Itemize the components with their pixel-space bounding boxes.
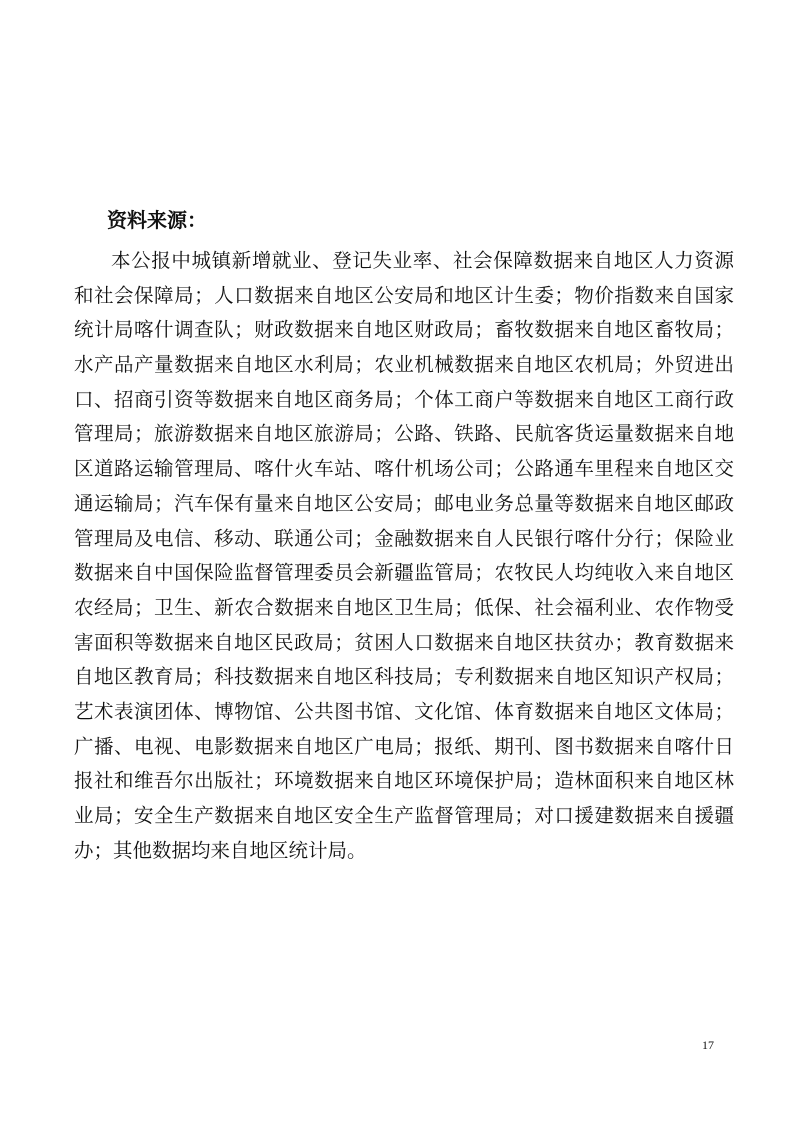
data-sources-paragraph <box>74 244 734 868</box>
paragraph-line: 自地区教育局；科技数据来自地区科技局；专利数据来自地区知识产权局； <box>74 665 734 689</box>
paragraph-line: 业局；安全生产数据来自地区安全生产监督管理局；对口援建数据来自援疆 <box>74 804 734 827</box>
paragraph-line: 统计局喀什调查队；财政数据来自地区财政局；畜牧数据来自地区畜牧局； <box>74 318 734 342</box>
paragraph-line: 区道路运输管理局、喀什火车站、喀什机场公司；公路通车里程来自地区交 <box>74 457 734 481</box>
paragraph-line: 管理局；旅游数据来自地区旅游局；公路、铁路、民航客货运量数据来自地 <box>74 422 734 446</box>
paragraph-line: 艺术表演团体、博物馆、公共图书馆、文化馆、体育数据来自地区文体局； <box>74 699 734 723</box>
paragraph-line: 报社和维吾尔出版社；环境数据来自地区环境保护局；造林面积来自地区林 <box>74 769 734 793</box>
paragraph-line: 口、招商引资等数据来自地区商务局；个体工商户等数据来自地区工商行政 <box>74 387 734 411</box>
paragraph-line: 本公报中城镇新增就业、登记失业率、社会保障数据来自地区人力资源 <box>111 249 734 272</box>
paragraph-line: 和社会保障局；人口数据来自地区公安局和地区计生委；物价指数来自国家 <box>74 283 734 307</box>
paragraph-line: 办；其他数据均来自地区统计局。 <box>74 838 367 862</box>
paragraph-line: 数据来自中国保险监督管理委员会新疆监管局；农牧民人均纯收入来自地区 <box>74 561 734 585</box>
paragraph-line: 农经局；卫生、新农合数据来自地区卫生局；低保、社会福利业、农作物受 <box>74 595 734 619</box>
paragraph-line: 广播、电视、电影数据来自地区广电局；报纸、期刊、图书数据来自喀什日 <box>74 734 734 758</box>
paragraph-line: 水产品产量数据来自地区水利局；农业机械数据来自地区农机局；外贸进出 <box>74 353 734 377</box>
paragraph-line: 通运输局；汽车保有量来自地区公安局；邮电业务总量等数据来自地区邮政 <box>74 491 734 515</box>
section-heading: 资料来源： <box>107 208 207 232</box>
page-number: 17 <box>702 1038 714 1052</box>
paragraph-line: 害面积等数据来自地区民政局；贫困人口数据来自地区扶贫办；教育数据来 <box>74 630 734 654</box>
paragraph-line: 管理局及电信、移动、联通公司；金融数据来自人民银行喀什分行；保险业 <box>74 526 734 550</box>
